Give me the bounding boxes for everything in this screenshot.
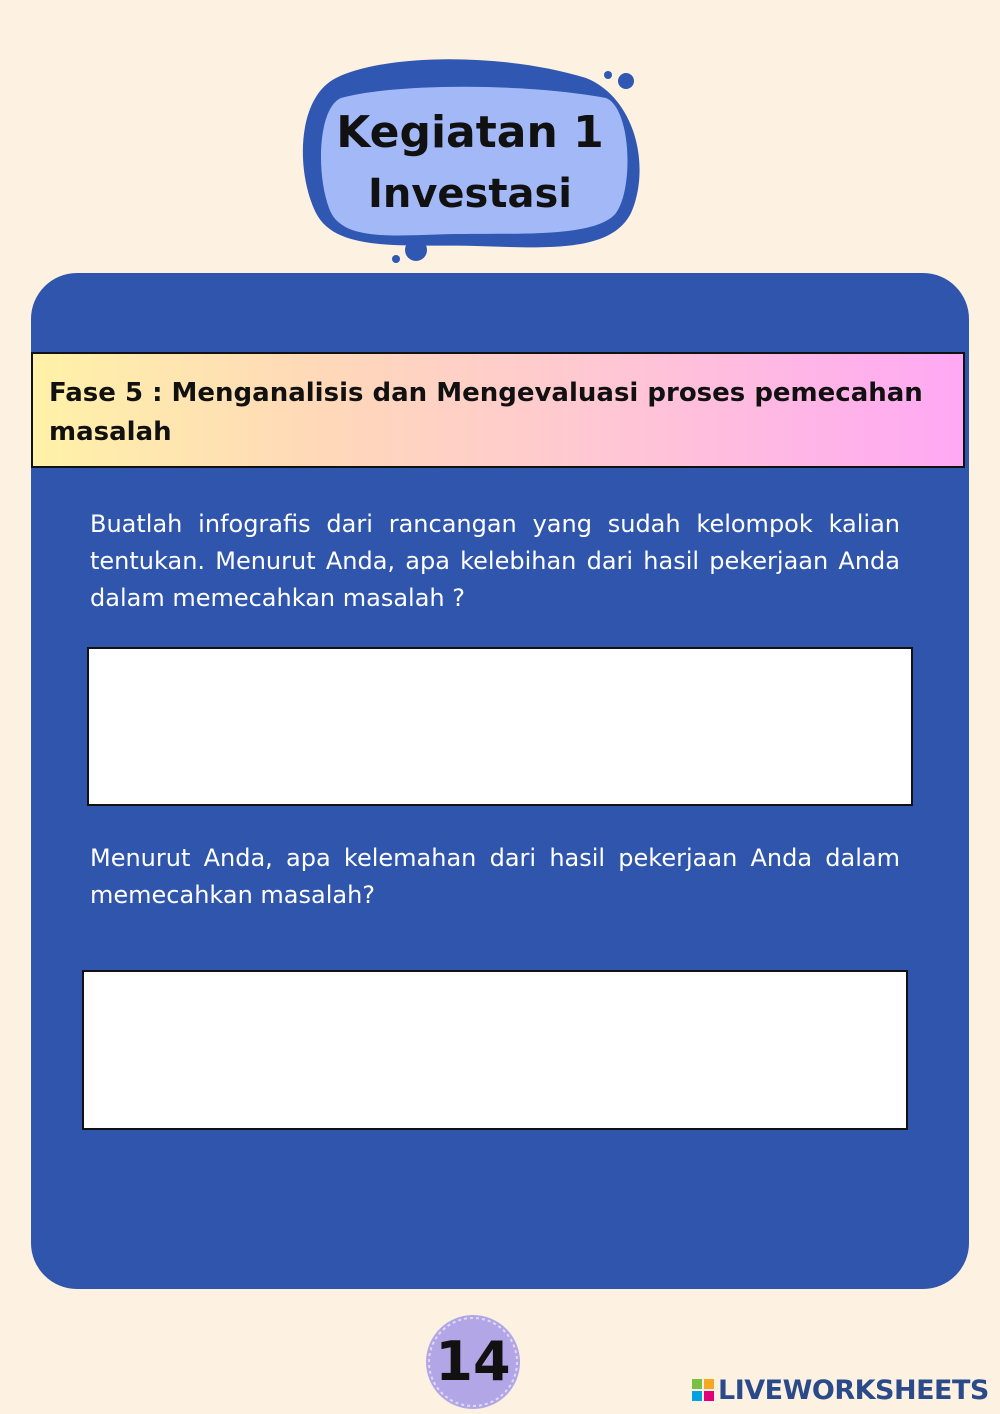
brand-name: LIVEWORKSHEETS — [718, 1374, 989, 1406]
answer-box-2[interactable] — [82, 970, 908, 1130]
liveworksheets-brand[interactable] — [692, 1374, 989, 1406]
title-line-2: Investasi — [367, 171, 572, 217]
phase-banner — [31, 352, 965, 468]
phase-label: Fase 5 : Menganalisis dan Mengevaluasi proses pemecahan masalah — [49, 378, 923, 447]
liveworksheets-logo-icon — [692, 1379, 714, 1401]
page-number: 14 — [435, 1330, 511, 1393]
answer-box-1[interactable] — [87, 647, 913, 806]
title-line-1: Kegiatan 1 — [336, 107, 604, 158]
page-title — [320, 102, 620, 224]
question-2-text: Menurut Anda, apa kelemahan dari hasil pekerjaan Anda dalam memecahkan masalah? — [90, 844, 900, 909]
question-1-text: Buatlah infografis dari rancangan yang sudah kelompok kalian tentukan. Menurut Anda, apa kelebihan dari hasil pekerjaan Anda dalam memecahkan masalah ? — [90, 510, 900, 612]
